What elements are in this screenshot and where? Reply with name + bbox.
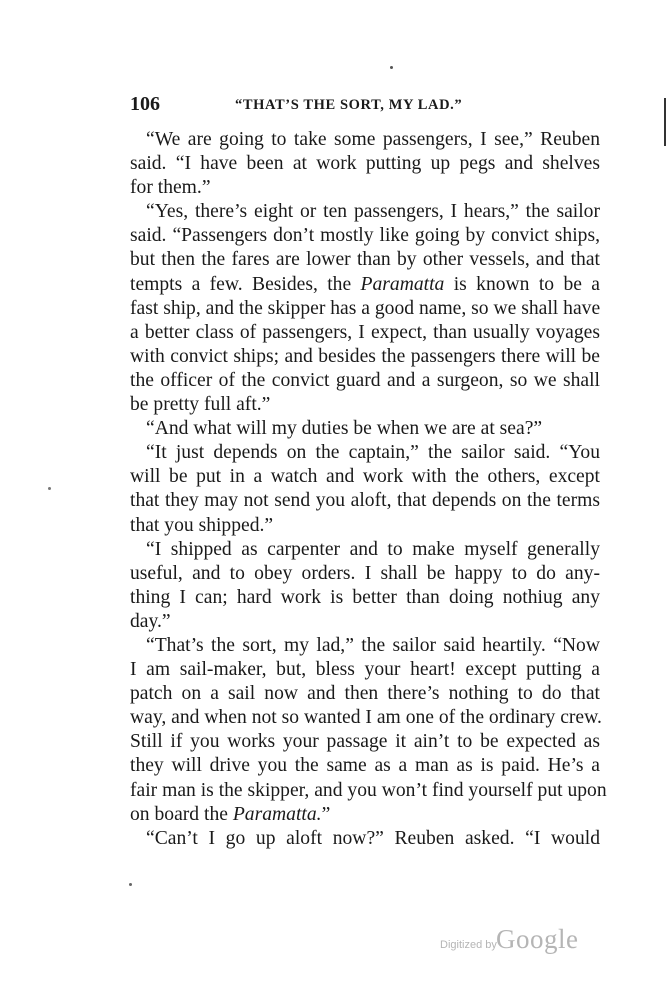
- page-body: [130, 128, 607, 851]
- text-line: [130, 803, 600, 827]
- text-line: “That’s the sort, my lad,” the sailor said heartily. “Now: [146, 634, 600, 656]
- text-line: “I shipped as carpenter and to make myself generally: [146, 538, 600, 560]
- page-number: 106: [130, 93, 160, 115]
- text-line: way, and when not so wanted I am one of the ordinary crew.: [130, 707, 602, 729]
- text-line: that they may not send you aloft, that depends on the terms: [130, 490, 600, 512]
- digitized-watermark: [440, 922, 620, 962]
- text-line: the officer of the convict guard and a surgeon, so we shall: [130, 369, 600, 391]
- ship-name: Paramatta: [360, 273, 445, 295]
- text-line: day.”: [130, 610, 171, 632]
- text-line: they will drive you the same as a man as is paid. He’s a: [130, 755, 600, 777]
- text-line: fast ship, and the skipper has a good name, so we shall have: [130, 297, 601, 319]
- watermark-prefix: Digitized by: [440, 939, 497, 951]
- scan-speck: [48, 487, 51, 490]
- text-line: I am sail-maker, but, bless your heart! except putting a: [130, 659, 600, 681]
- text-line: useful, and to obey orders. I shall be happy to do any-: [130, 562, 600, 584]
- text-line: a better class of passengers, I expect, than usually voyages: [130, 321, 600, 343]
- text-segment: tempts a few. Besides, the: [130, 273, 361, 295]
- text-line: be pretty full aft.”: [130, 394, 271, 416]
- ship-name: Paramatta.: [232, 803, 322, 825]
- text-line: Still if you works your passage it ain’t to be expected as: [130, 731, 600, 753]
- text-line: “It just depends on the captain,” the sailor said. “You: [146, 442, 600, 464]
- text-segment: on board the: [130, 803, 233, 825]
- text-segment: is known to be a: [444, 273, 600, 295]
- text-segment: ”: [321, 803, 331, 825]
- text-line: but then the fares are lower than by other vessels, and that: [130, 249, 600, 271]
- text-line: will be put in a watch and work with the others, except: [130, 466, 600, 488]
- text-line: patch on a sail now and then there’s nothing to do that: [130, 683, 600, 705]
- text-line: “Yes, there’s eight or ten passengers, I hears,” the sailor: [146, 201, 600, 223]
- text-line: with convict ships; and besides the passengers there will be: [130, 345, 600, 367]
- text-line: for them.”: [130, 177, 211, 199]
- google-logo: Google: [496, 924, 579, 954]
- text-line: said. “Passengers don’t mostly like going by convict ships,: [130, 225, 600, 247]
- text-line: [130, 273, 600, 297]
- page-edge-mark: [664, 98, 666, 146]
- text-line: said. “I have been at work putting up pegs and shelves: [130, 153, 600, 175]
- text-line: “And what will my duties be when we are at sea?”: [146, 418, 543, 440]
- text-line: “We are going to take some passengers, I see,” Reuben: [146, 129, 600, 150]
- text-line: fair man is the skipper, and you won’t find yourself put upon: [130, 779, 607, 801]
- scan-speck: [129, 883, 132, 886]
- running-head: “THAT’S THE SORT, MY LAD.”: [235, 97, 463, 113]
- text-line: “Can’t I go up aloft now?” Reuben asked. “I would: [146, 827, 600, 849]
- text-line: thing I can; hard work is better than doing nothiug any: [130, 586, 600, 608]
- scan-speck: [390, 66, 393, 69]
- text-line: that you shipped.”: [130, 514, 274, 536]
